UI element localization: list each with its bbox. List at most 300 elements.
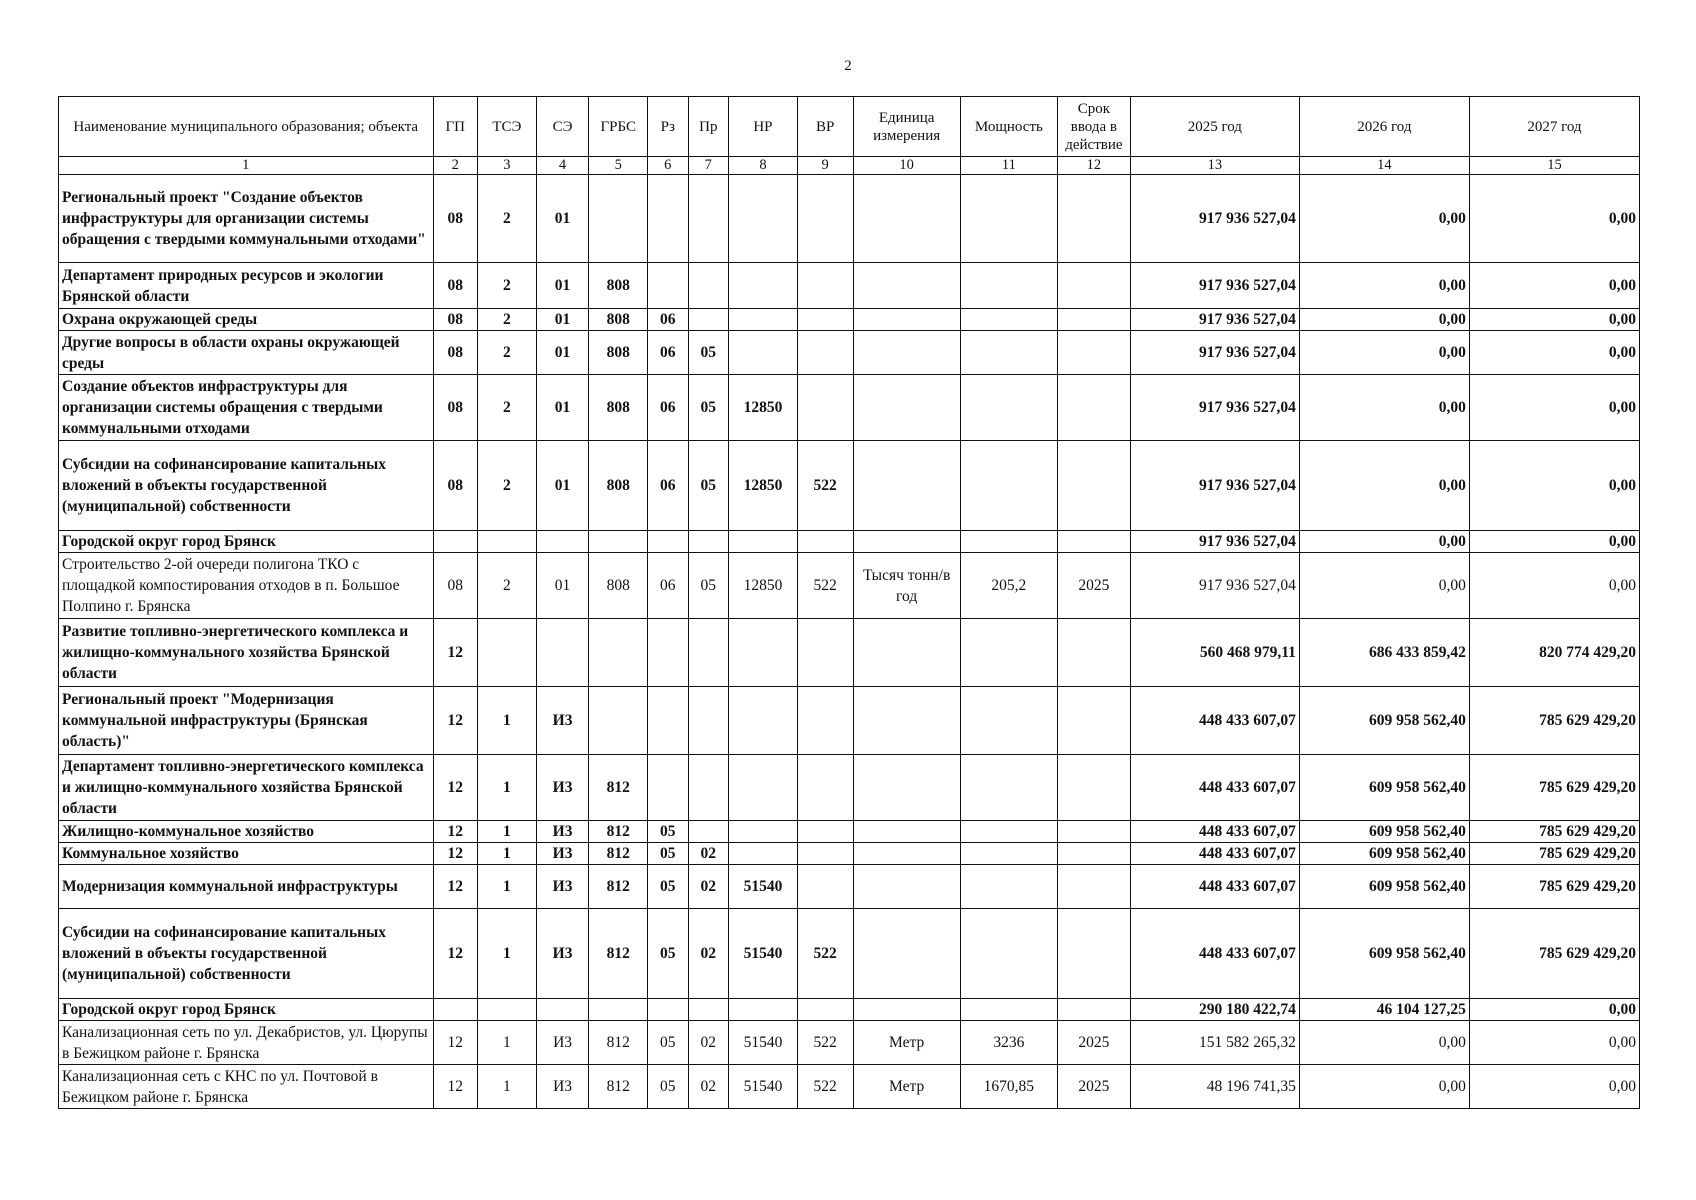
table-row	[59, 263, 1640, 309]
header-se: СЭ	[536, 97, 589, 157]
pr-cell	[688, 619, 728, 687]
rz-cell: 05	[648, 1065, 688, 1109]
capacity-cell: 1670,85	[960, 1065, 1057, 1109]
amount-2026-cell: 0,00	[1299, 309, 1469, 331]
nr-cell: 51540	[729, 1065, 798, 1109]
vr-cell	[797, 865, 853, 909]
amount-2026-cell: 609 958 562,40	[1299, 909, 1469, 999]
grbs-cell: 812	[589, 843, 648, 865]
term-cell	[1057, 843, 1130, 865]
column-number: 5	[589, 157, 648, 175]
gp-cell: 08	[433, 175, 478, 263]
tse-cell: 2	[478, 331, 537, 375]
amount-2025-cell: 917 936 527,04	[1130, 441, 1299, 531]
gp-cell: 12	[433, 909, 478, 999]
amount-2027-cell: 0,00	[1469, 263, 1639, 309]
gp-cell: 08	[433, 375, 478, 441]
nr-cell	[729, 531, 798, 553]
nr-cell	[729, 619, 798, 687]
table-row	[59, 441, 1640, 531]
grbs-cell: 808	[589, 553, 648, 619]
nr-cell	[729, 331, 798, 375]
pr-cell	[688, 755, 728, 821]
table-row	[59, 331, 1640, 375]
capacity-cell	[960, 999, 1057, 1021]
table-row	[59, 865, 1640, 909]
tse-cell	[478, 531, 537, 553]
unit-cell	[853, 865, 960, 909]
header-nr: НР	[729, 97, 798, 157]
amount-2026-cell: 0,00	[1299, 1021, 1469, 1065]
amount-2026-cell: 0,00	[1299, 375, 1469, 441]
grbs-cell: 812	[589, 821, 648, 843]
rz-cell	[648, 687, 688, 755]
rz-cell: 05	[648, 843, 688, 865]
header-tse: ТСЭ	[478, 97, 537, 157]
name-cell: Охрана окружающей среды	[59, 309, 434, 331]
amount-2025-cell: 917 936 527,04	[1130, 331, 1299, 375]
rz-cell: 06	[648, 375, 688, 441]
pr-cell	[688, 687, 728, 755]
tse-cell: 2	[478, 441, 537, 531]
gp-cell: 12	[433, 865, 478, 909]
header-2026: 2026 год	[1299, 97, 1469, 157]
amount-2027-cell: 785 629 429,20	[1469, 821, 1639, 843]
rz-cell	[648, 175, 688, 263]
term-cell	[1057, 865, 1130, 909]
name-cell: Региональный проект "Модернизация коммунальной инфраструктуры (Брянская область)"	[59, 687, 434, 755]
unit-cell	[853, 375, 960, 441]
vr-cell	[797, 331, 853, 375]
table-row	[59, 687, 1640, 755]
unit-cell	[853, 263, 960, 309]
vr-cell: 522	[797, 441, 853, 531]
gp-cell: 12	[433, 821, 478, 843]
pr-cell: 02	[688, 909, 728, 999]
rz-cell	[648, 999, 688, 1021]
unit-cell	[853, 175, 960, 263]
rz-cell: 05	[648, 865, 688, 909]
vr-cell: 522	[797, 553, 853, 619]
tse-cell: 1	[478, 821, 537, 843]
tse-cell: 2	[478, 553, 537, 619]
table-row	[59, 309, 1640, 331]
capacity-cell	[960, 619, 1057, 687]
tse-cell: 2	[478, 263, 537, 309]
column-number: 8	[729, 157, 798, 175]
amount-2027-cell: 0,00	[1469, 1065, 1639, 1109]
capacity-cell	[960, 375, 1057, 441]
pr-cell: 02	[688, 1021, 728, 1065]
column-number: 9	[797, 157, 853, 175]
vr-cell	[797, 619, 853, 687]
amount-2025-cell: 917 936 527,04	[1130, 263, 1299, 309]
amount-2027-cell: 820 774 429,20	[1469, 619, 1639, 687]
term-cell	[1057, 687, 1130, 755]
nr-cell	[729, 309, 798, 331]
tse-cell: 1	[478, 843, 537, 865]
nr-cell: 12850	[729, 441, 798, 531]
tse-cell	[478, 619, 537, 687]
grbs-cell: 808	[589, 263, 648, 309]
amount-2025-cell: 448 433 607,07	[1130, 909, 1299, 999]
column-number-row	[59, 157, 1640, 175]
name-cell: Канализационная сеть с КНС по ул. Почтовой в Бежицком районе г. Брянска	[59, 1065, 434, 1109]
amount-2026-cell: 609 958 562,40	[1299, 821, 1469, 843]
tse-cell	[478, 999, 537, 1021]
grbs-cell	[589, 531, 648, 553]
name-cell: Другие вопросы в области охраны окружающей среды	[59, 331, 434, 375]
pr-cell: 05	[688, 441, 728, 531]
pr-cell	[688, 309, 728, 331]
nr-cell: 12850	[729, 553, 798, 619]
capacity-cell	[960, 331, 1057, 375]
tse-cell: 2	[478, 375, 537, 441]
grbs-cell: 808	[589, 309, 648, 331]
nr-cell: 51540	[729, 865, 798, 909]
vr-cell	[797, 309, 853, 331]
nr-cell: 51540	[729, 1021, 798, 1065]
amount-2027-cell: 0,00	[1469, 309, 1639, 331]
rz-cell	[648, 755, 688, 821]
rz-cell	[648, 619, 688, 687]
nr-cell	[729, 821, 798, 843]
grbs-cell	[589, 687, 648, 755]
term-cell: 2025	[1057, 1021, 1130, 1065]
name-cell: Субсидии на софинансирование капитальных вложений в объекты государственной (муниципальной) собственности	[59, 441, 434, 531]
unit-cell: Тысяч тонн/в год	[853, 553, 960, 619]
unit-cell	[853, 821, 960, 843]
nr-cell	[729, 999, 798, 1021]
se-cell	[536, 531, 589, 553]
nr-cell	[729, 175, 798, 263]
term-cell	[1057, 755, 1130, 821]
unit-cell	[853, 309, 960, 331]
term-cell: 2025	[1057, 553, 1130, 619]
column-number: 11	[960, 157, 1057, 175]
table-row	[59, 531, 1640, 553]
rz-cell: 06	[648, 331, 688, 375]
se-cell: 01	[536, 309, 589, 331]
se-cell: 01	[536, 375, 589, 441]
pr-cell: 02	[688, 1065, 728, 1109]
vr-cell	[797, 375, 853, 441]
grbs-cell: 812	[589, 755, 648, 821]
amount-2026-cell: 609 958 562,40	[1299, 865, 1469, 909]
header-pr: Пр	[688, 97, 728, 157]
header-row	[59, 97, 1640, 157]
name-cell: Региональный проект "Создание объектов инфраструктуры для организации системы обращения с твердыми коммунальными отходами"	[59, 175, 434, 263]
column-number: 13	[1130, 157, 1299, 175]
pr-cell: 05	[688, 375, 728, 441]
name-cell: Жилищно-коммунальное хозяйство	[59, 821, 434, 843]
capacity-cell	[960, 821, 1057, 843]
term-cell	[1057, 909, 1130, 999]
amount-2025-cell: 917 936 527,04	[1130, 309, 1299, 331]
tse-cell: 1	[478, 687, 537, 755]
table-row	[59, 553, 1640, 619]
amount-2026-cell: 0,00	[1299, 531, 1469, 553]
amount-2025-cell: 448 433 607,07	[1130, 821, 1299, 843]
vr-cell	[797, 999, 853, 1021]
name-cell: Канализационная сеть по ул. Декабристов, ул. Цюрупы в Бежицком районе г. Брянска	[59, 1021, 434, 1065]
amount-2027-cell: 0,00	[1469, 331, 1639, 375]
gp-cell: 08	[433, 441, 478, 531]
grbs-cell: 812	[589, 1065, 648, 1109]
se-cell: И3	[536, 843, 589, 865]
gp-cell: 12	[433, 1065, 478, 1109]
amount-2025-cell: 917 936 527,04	[1130, 531, 1299, 553]
column-number: 6	[648, 157, 688, 175]
table-row	[59, 175, 1640, 263]
capacity-cell	[960, 441, 1057, 531]
amount-2027-cell: 0,00	[1469, 531, 1639, 553]
se-cell	[536, 999, 589, 1021]
nr-cell: 12850	[729, 375, 798, 441]
amount-2025-cell: 151 582 265,32	[1130, 1021, 1299, 1065]
grbs-cell: 808	[589, 375, 648, 441]
grbs-cell	[589, 175, 648, 263]
unit-cell	[853, 331, 960, 375]
column-number: 10	[853, 157, 960, 175]
table-row	[59, 821, 1640, 843]
grbs-cell: 808	[589, 441, 648, 531]
budget-table	[58, 96, 1640, 1109]
gp-cell: 08	[433, 263, 478, 309]
column-number: 3	[478, 157, 537, 175]
pr-cell	[688, 263, 728, 309]
se-cell: И3	[536, 821, 589, 843]
term-cell	[1057, 263, 1130, 309]
vr-cell	[797, 175, 853, 263]
table-row	[59, 999, 1640, 1021]
amount-2027-cell: 0,00	[1469, 1021, 1639, 1065]
tse-cell: 1	[478, 1021, 537, 1065]
term-cell	[1057, 375, 1130, 441]
term-cell	[1057, 331, 1130, 375]
term-cell	[1057, 441, 1130, 531]
term-cell	[1057, 175, 1130, 263]
amount-2026-cell: 609 958 562,40	[1299, 843, 1469, 865]
gp-cell: 12	[433, 755, 478, 821]
pr-cell: 02	[688, 843, 728, 865]
se-cell: И3	[536, 687, 589, 755]
gp-cell: 12	[433, 687, 478, 755]
capacity-cell	[960, 865, 1057, 909]
gp-cell: 08	[433, 553, 478, 619]
amount-2027-cell: 0,00	[1469, 441, 1639, 531]
name-cell: Развитие топливно-энергетического комплекса и жилищно-коммунального хозяйства Брянской области	[59, 619, 434, 687]
tse-cell: 1	[478, 865, 537, 909]
amount-2025-cell: 290 180 422,74	[1130, 999, 1299, 1021]
term-cell	[1057, 531, 1130, 553]
amount-2026-cell: 0,00	[1299, 263, 1469, 309]
name-cell: Департамент природных ресурсов и экологии Брянской области	[59, 263, 434, 309]
grbs-cell: 812	[589, 909, 648, 999]
amount-2025-cell: 917 936 527,04	[1130, 375, 1299, 441]
header-vr: ВР	[797, 97, 853, 157]
pr-cell	[688, 175, 728, 263]
header-capacity: Мощность	[960, 97, 1057, 157]
amount-2027-cell: 785 629 429,20	[1469, 865, 1639, 909]
table-row	[59, 619, 1640, 687]
vr-cell	[797, 821, 853, 843]
se-cell: 01	[536, 553, 589, 619]
column-number: 4	[536, 157, 589, 175]
column-number: 1	[59, 157, 434, 175]
header-2025: 2025 год	[1130, 97, 1299, 157]
capacity-cell	[960, 531, 1057, 553]
unit-cell: Метр	[853, 1065, 960, 1109]
capacity-cell: 205,2	[960, 553, 1057, 619]
vr-cell: 522	[797, 909, 853, 999]
tse-cell: 1	[478, 1065, 537, 1109]
amount-2025-cell: 448 433 607,07	[1130, 865, 1299, 909]
amount-2026-cell: 609 958 562,40	[1299, 755, 1469, 821]
se-cell: 01	[536, 263, 589, 309]
header-name: Наименование муниципального образования; объекта	[59, 97, 434, 157]
gp-cell: 08	[433, 331, 478, 375]
amount-2027-cell: 785 629 429,20	[1469, 909, 1639, 999]
header-unit: Единица измерения	[853, 97, 960, 157]
amount-2025-cell: 448 433 607,07	[1130, 843, 1299, 865]
table-row	[59, 909, 1640, 999]
rz-cell: 06	[648, 309, 688, 331]
amount-2027-cell: 785 629 429,20	[1469, 687, 1639, 755]
amount-2027-cell: 0,00	[1469, 175, 1639, 263]
nr-cell	[729, 687, 798, 755]
unit-cell	[853, 999, 960, 1021]
header-term: Срок ввода в действие	[1057, 97, 1130, 157]
term-cell: 2025	[1057, 1065, 1130, 1109]
table-row	[59, 755, 1640, 821]
capacity-cell	[960, 687, 1057, 755]
amount-2026-cell: 0,00	[1299, 1065, 1469, 1109]
grbs-cell	[589, 999, 648, 1021]
tse-cell: 1	[478, 909, 537, 999]
header-2027: 2027 год	[1469, 97, 1639, 157]
column-number: 14	[1299, 157, 1469, 175]
capacity-cell	[960, 175, 1057, 263]
name-cell: Коммунальное хозяйство	[59, 843, 434, 865]
vr-cell	[797, 755, 853, 821]
table-row	[59, 375, 1640, 441]
pr-cell	[688, 531, 728, 553]
column-number: 15	[1469, 157, 1639, 175]
pr-cell: 02	[688, 865, 728, 909]
amount-2027-cell: 0,00	[1469, 553, 1639, 619]
vr-cell	[797, 263, 853, 309]
se-cell: И3	[536, 755, 589, 821]
page-number: 2	[844, 58, 852, 74]
unit-cell	[853, 441, 960, 531]
unit-cell	[853, 619, 960, 687]
amount-2026-cell: 0,00	[1299, 331, 1469, 375]
amount-2026-cell: 46 104 127,25	[1299, 999, 1469, 1021]
gp-cell	[433, 531, 478, 553]
vr-cell: 522	[797, 1065, 853, 1109]
se-cell	[536, 619, 589, 687]
header-gp: ГП	[433, 97, 478, 157]
grbs-cell: 808	[589, 331, 648, 375]
name-cell: Городской округ город Брянск	[59, 999, 434, 1021]
term-cell	[1057, 309, 1130, 331]
header-rz: Рз	[648, 97, 688, 157]
term-cell	[1057, 999, 1130, 1021]
gp-cell: 08	[433, 309, 478, 331]
unit-cell	[853, 909, 960, 999]
grbs-cell: 812	[589, 865, 648, 909]
amount-2025-cell: 917 936 527,04	[1130, 553, 1299, 619]
tse-cell: 2	[478, 175, 537, 263]
header-grbs: ГРБС	[589, 97, 648, 157]
unit-cell	[853, 687, 960, 755]
vr-cell	[797, 531, 853, 553]
name-cell: Городской округ город Брянск	[59, 531, 434, 553]
table-body	[59, 175, 1640, 1109]
name-cell: Создание объектов инфраструктуры для организации системы обращения с твердыми коммунальными отходами	[59, 375, 434, 441]
pr-cell	[688, 821, 728, 843]
se-cell: И3	[536, 1021, 589, 1065]
capacity-cell	[960, 755, 1057, 821]
pr-cell: 05	[688, 331, 728, 375]
grbs-cell: 812	[589, 1021, 648, 1065]
column-number: 7	[688, 157, 728, 175]
se-cell: 01	[536, 441, 589, 531]
capacity-cell	[960, 843, 1057, 865]
amount-2025-cell: 448 433 607,07	[1130, 687, 1299, 755]
unit-cell	[853, 531, 960, 553]
capacity-cell: 3236	[960, 1021, 1057, 1065]
name-cell: Департамент топливно-энергетического комплекса и жилищно-коммунального хозяйства Брянской области	[59, 755, 434, 821]
gp-cell	[433, 999, 478, 1021]
name-cell: Субсидии на софинансирование капитальных вложений в объекты государственной (муниципальной) собственности	[59, 909, 434, 999]
amount-2027-cell: 785 629 429,20	[1469, 843, 1639, 865]
vr-cell	[797, 687, 853, 755]
se-cell: И3	[536, 1065, 589, 1109]
amount-2026-cell: 0,00	[1299, 175, 1469, 263]
amount-2027-cell: 785 629 429,20	[1469, 755, 1639, 821]
amount-2027-cell: 0,00	[1469, 375, 1639, 441]
amount-2026-cell: 0,00	[1299, 441, 1469, 531]
tse-cell: 2	[478, 309, 537, 331]
unit-cell	[853, 843, 960, 865]
gp-cell: 12	[433, 619, 478, 687]
unit-cell: Метр	[853, 1021, 960, 1065]
column-number: 2	[433, 157, 478, 175]
vr-cell	[797, 843, 853, 865]
amount-2025-cell: 917 936 527,04	[1130, 175, 1299, 263]
se-cell: И3	[536, 909, 589, 999]
gp-cell: 12	[433, 1021, 478, 1065]
amount-2025-cell: 560 468 979,11	[1130, 619, 1299, 687]
nr-cell	[729, 843, 798, 865]
nr-cell: 51540	[729, 909, 798, 999]
table-row	[59, 843, 1640, 865]
rz-cell: 05	[648, 909, 688, 999]
unit-cell	[853, 755, 960, 821]
gp-cell: 12	[433, 843, 478, 865]
rz-cell: 06	[648, 553, 688, 619]
name-cell: Модернизация коммунальной инфраструктуры	[59, 865, 434, 909]
rz-cell	[648, 531, 688, 553]
rz-cell	[648, 263, 688, 309]
amount-2025-cell: 448 433 607,07	[1130, 755, 1299, 821]
capacity-cell	[960, 309, 1057, 331]
tse-cell: 1	[478, 755, 537, 821]
pr-cell	[688, 999, 728, 1021]
nr-cell	[729, 263, 798, 309]
